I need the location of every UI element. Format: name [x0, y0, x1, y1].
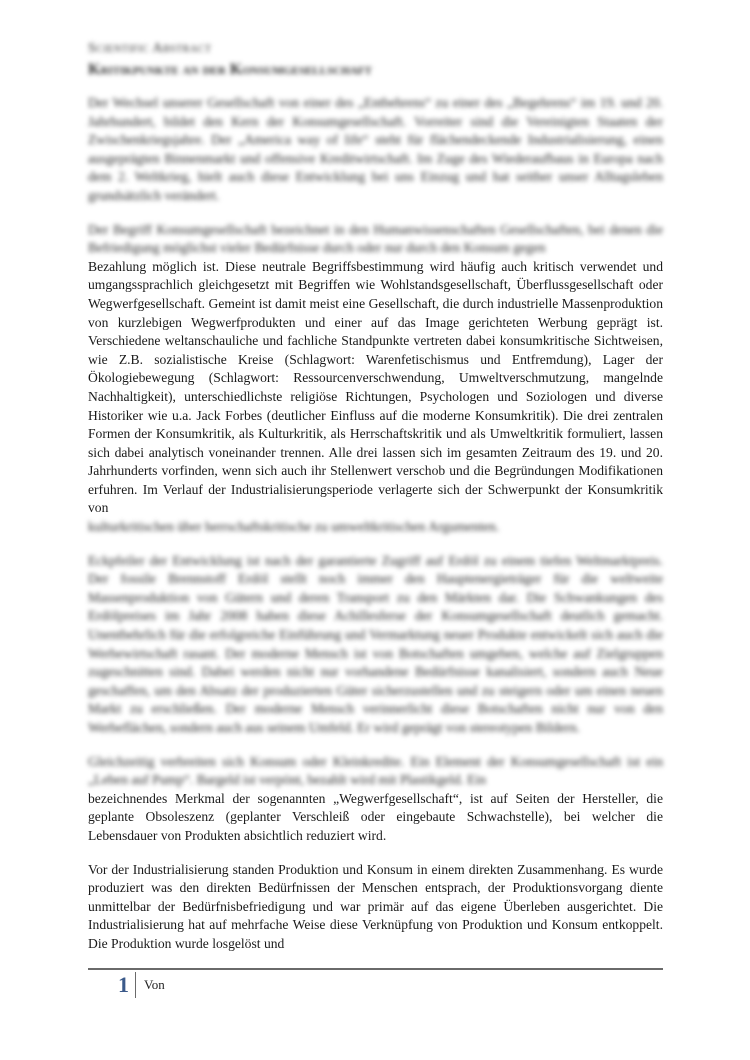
paragraph-oil-advertising: Eckpfeiler der Entwicklung ist nach der garantierte Zugriff auf Erdöl zu einem tiefen Weltmarktpreis. Der fossile Brennstoff Erdöl stellt noch immer den Hauptenergieträger für die weltweite Massenproduktion von Gütern und deren Transport zu den Märkten dar. Die Schwankungen des Erdölpreises im Jahr 2008 haben diese Achillesferse der Konsumgesellschaft deutlich gemacht. Unentbehrlich für die erfolgreiche Einführung und Vermarktung neuer Produkte entwickelt sich auch die Werbewirtschaft rasant. Der moderne Mensch ist von Botschaften umgeben, welche auf Zielgruppen zugeschnitten sind. Dabei werden nicht nur vorhandene Bedürfnisse kanalisiert, sondern auch Neue geschaffen, um den Absatz der produzierten Güter sicherzustellen und zu steigern oder um einen neuen Markt zu erschließen. Der moderne Mensch verinnerlicht diese Botschaften nicht nur von den Werbeflächen, sondern auch aus seinem Umfeld. Er wird geprägt von stereotypen Bildern.: [88, 552, 663, 735]
paragraph-definition-text: Bezahlung möglich ist. Diese neutrale Begriffsbestimmung wird häufig auch kritisch verwendet und umgangssprachlich gleichgesetzt mit Begriffen wie Wohlstandsgesellschaft, Überflussgesellschaft oder Wegwerfgesellschaft. Gemeint ist damit meist eine Gesellschaft, die durch industrielle Massenproduktion von kurzlebigen Wegwerfprodukten und einer auf das Image gerichteten Werbung geprägt ist. Verschiedene weltanschauliche und fachliche Standpunkte vertreten dabei konsumkritische Sichtweisen, wie Z.B. sozialistische Kreise (Schlagwort: Warenfetischismus und Entfremdung), Lager der Ökologiebewegung (Schlagwort: Ressourcenverschwendung, Umweltverschmutzung, mangelnde Nachhaltigkeit), unterschiedlichste religiöse Richtungen, Psychologen und Soziologen und diverse Historiker wie u.a. Jack Forbes (deutlicher Einfluss auf die moderne Konsumkritik). Die drei zentralen Formen der Konsumkritik, als Kulturkritik, als Herrschaftskritik und als Umweltkritik formuliert, lassen sich dabei analytisch voneinander trennen. Alle drei lassen sich im gesamten Zeitraum des 19. und 20. Jahrhunderts vorfinden, wenn sich auch ihr Stellenwert verschob und die Begründungen Modifikationen erfuhren. Im Verlauf der Industrialisierungsperiode verlagerte sich der Schwerpunkt der Konsumkritik von: [88, 258, 663, 516]
footer-divider: [88, 968, 663, 970]
document-kicker: Scientific Abstract: [88, 41, 212, 56]
footer-text: Von: [144, 977, 165, 992]
paragraph-definition-blurred-end: kulturkritischen über herrschaftskritische zu umweltkritischen Argumenten.: [88, 519, 500, 535]
document-title: Kritikpunkte an der Konsumgesellschaft: [88, 61, 372, 78]
paragraph-definition: [88, 221, 663, 537]
paragraph-obsolescence-text: bezeichnendes Merkmal der sogenannten „Wegwerfgesellschaft“, ist auf Seiten der Hersteller, die geplante Obsoleszenz (geplanter Verschleiß oder eingebaute Schwachstelle), bei welcher die Lebensdauer von Produkten absichtlich reduziert wird.: [88, 790, 663, 843]
paragraph-obsolescence: [88, 753, 663, 846]
page-number: 1: [118, 972, 136, 998]
page-footer: [118, 972, 165, 998]
paragraph-obsolescence-blurred-start: Gleichzeitig verbreiten sich Konsum oder Kleinkredite. Ein Element der Konsumgesellschaft ist ein „Leben auf Pump“. Bargeld ist verpönt, bezahlt wird mit Plastikgeld. Ein: [88, 753, 663, 788]
paragraph-industrialization: Vor der Industrialisierung standen Produktion und Konsum in einem direkten Zusammenhang. Es wurde produziert was den direkten Bedürfnissen der Menschen entsprach, der Produktionsvorgang diente unmittelbar der Bedürfnisbefriedigung und war primär auf das eigene Überleben ausgerichtet. Die Industrialisierung hat auf mehrfache Weise diese Verknüpfung von Produktion und Konsum entkoppelt. Die Produktion wurde losgelöst und: [88, 861, 663, 951]
paragraph-intro: Der Wechsel unserer Gesellschaft von einer des „Entbehrens“ zu einer des „Begehrens“ im 19. und 20. Jahrhundert, bildet den Kern der Konsumgesellschaft. Vorreiter sind die Vereinigten Staaten der Zwischenkriegsjahre. Der „America way of life“ steht für flächendeckende Industrialisierung, einen ausgeprägten Binnenmarkt und offensive Kreditwirtschaft. Im Zuge des Wiederaufbaus in Europa nach dem 2. Weltkrieg, hielt auch diese Entwicklung bei uns Einzug und hat seither unser Alltagsleben grundsätzlich verändert.: [88, 95, 663, 203]
document-page: [88, 40, 663, 954]
paragraph-definition-blurred-start: Der Begriff Konsumgesellschaft bezeichnet in den Humanwissenschaften Gesellschaften, bei denen die Befriedigung möglichst vieler Bedürfnisse durch oder nur durch den Konsum gegen: [88, 221, 663, 256]
